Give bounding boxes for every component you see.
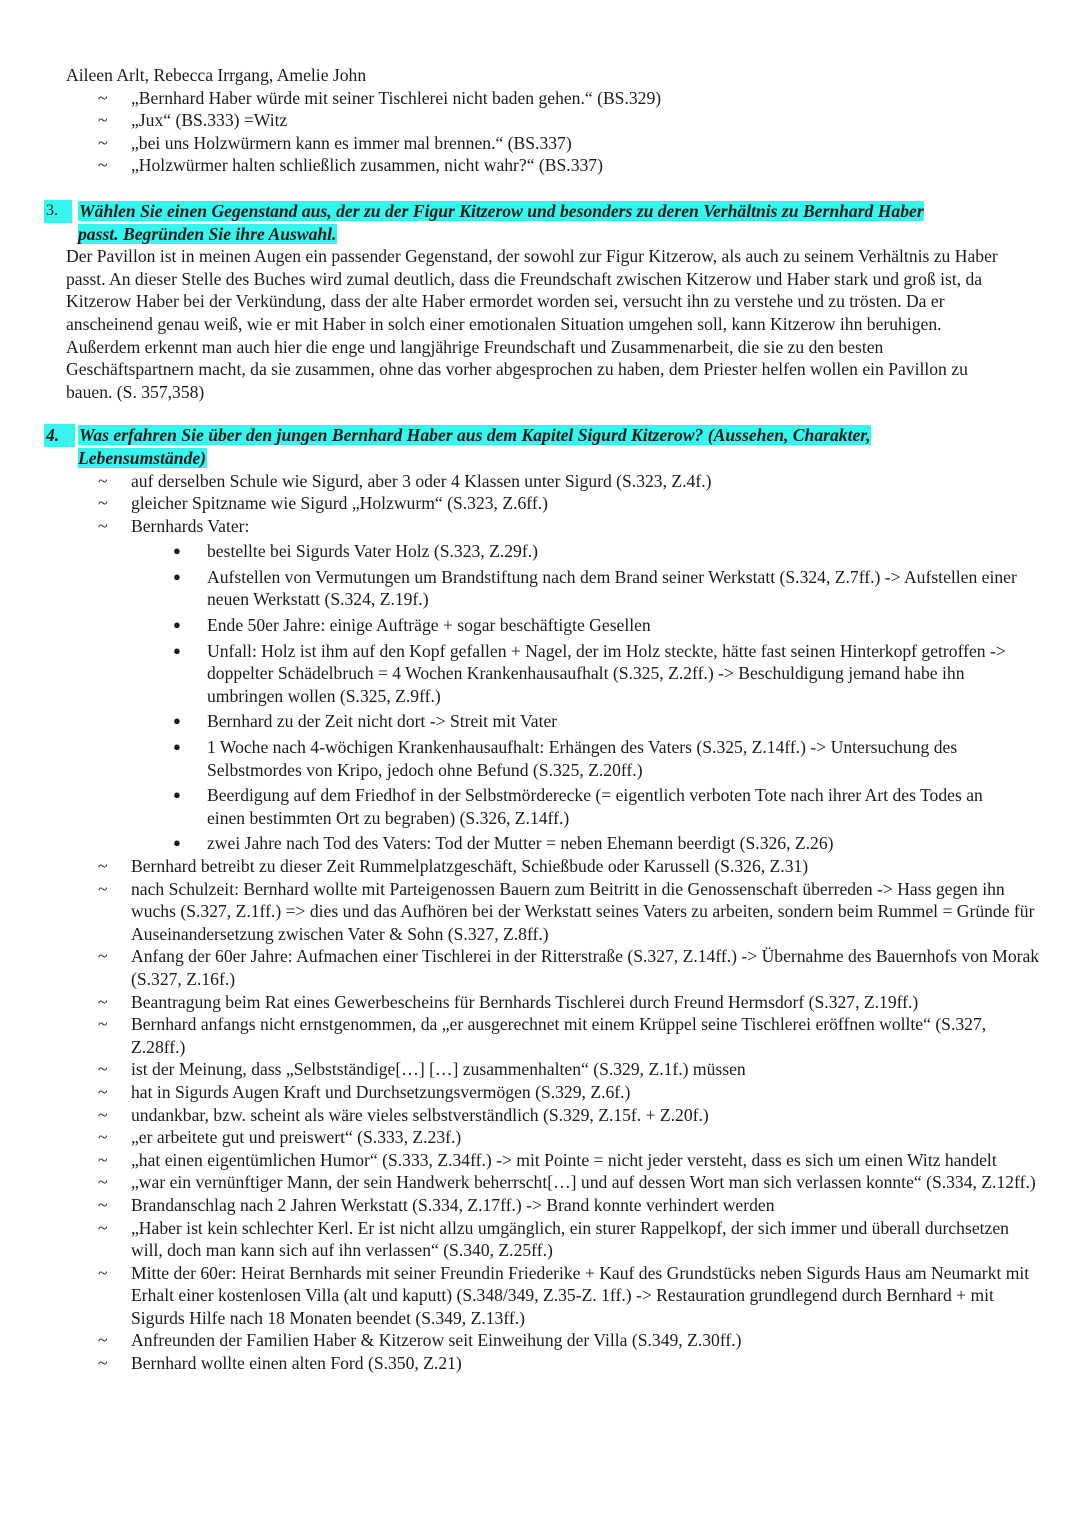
sub-list-item: ● Aufstellen von Vermutungen um Brandstiftung nach dem Brand seiner Werkstatt (S.324, Z.7ff.) -> Aufstellen einer neuen Werkstatt (S.324, Z.19f.) (207, 566, 1020, 611)
list-item: ~ Mitte der 60er: Heirat Bernhards mit seiner Freundin Friederike + Kauf des Grundstücks neben Sigurds Haus am Neumarkt mit Erhalt einer kostenlosen Villa (alt und kaputt) (S.348/349, Z.35-Z. 1ff.) -> Restauration grundlegend durch Bernhard + mit Sigurds Hilfe nach 18 Monaten beendet (S.349, Z.13ff.) (131, 1262, 1040, 1330)
list-item: ~ „Holzwürmer halten schließlich zusammen, nicht wahr?“ (BS.337) (131, 154, 1040, 177)
sub-list-item: ● Unfall: Holz ist ihm auf den Kopf gefallen + Nagel, der im Holz steckte, hätte fast seinen Hinterkopf getroffen -> doppelter Schädelbruch = 4 Wochen Krankenhausaufhalt (S.325, Z.2ff.) -> Beschuldigung jemand habe ihn umbringen wollen (S.325, Z.9ff.) (207, 640, 1020, 708)
list-item: ~ Brandanschlag nach 2 Jahren Werkstatt (S.334, Z.17ff.) -> Brand konnte verhindert werden (131, 1194, 1040, 1217)
list-item: ~ Bernhards Vater: (131, 515, 1040, 538)
sub-list-item: ● bestellte bei Sigurds Vater Holz (S.323, Z.29f.) (207, 540, 1020, 563)
list-item: ~ „Haber ist kein schlechter Kerl. Er ist nicht allzu umgänglich, ein sturer Rappelkopf, der sich immer und überall durchsetzen will, doch man kann sich auf ihn verlassen“ (S.340, Z.25ff.) (131, 1217, 1040, 1262)
sub-list-item: ● Ende 50er Jahre: einige Aufträge + sogar beschäftigte Gesellen (207, 614, 1020, 637)
question-number: 4. (44, 424, 75, 447)
question-text: Was erfahren Sie über den jungen Bernhard Haber aus dem Kapitel Sigurd Kitzerow? (Aussehen, Charakter, Lebensumstände) (78, 425, 871, 468)
answer-list-continued (0, 855, 1080, 1375)
quote-list (0, 87, 1080, 177)
sub-list-item: ● 1 Woche nach 4-wöchigen Krankenhausaufhalt: Erhängen des Vaters (S.325, Z.14ff.) -> Untersuchung des Selbstmordes von Kripo, jedoch ohne Befund (S.325, Z.20ff.) (207, 736, 1020, 781)
list-item: ~ ist der Meinung, dass „Selbstständige[…] […] zusammenhalten“ (S.329, Z.1f.) müssen (131, 1058, 1040, 1081)
list-item: ~ Bernhard anfangs nicht ernstgenommen, da „er ausgerechnet mit einem Krüppel seine Tischlerei eröffnen wollte“ (S.327, Z.28ff.) (131, 1013, 1040, 1058)
list-item: ~ auf derselben Schule wie Sigurd, aber 3 oder 4 Klassen unter Sigurd (S.323, Z.4f.) (131, 470, 1040, 493)
question-3-answer: Der Pavillon ist in meinen Augen ein passender Gegenstand, der sowohl zur Figur Kitzerow, als auch zu seinem Verhältnis zu Haber passt. An dieser Stelle des Buches wird zumal deutlich, dass die Freundschaft zwischen Kitzerow und Haber stark und groß ist, da Kitzerow Haber bei der Verkündung, dass der alte Haber ermordet worden sei, versucht ihn zu verstehe und zu trösten. Da er anscheinend genau weiß, wie er mit Haber in solch einer emotionalen Situation umgehen soll, kann Kitzerow ihn beruhigen. Außerdem erkennt man auch hier die enge und langjährige Freundschaft und Zusammenarbeit, die sie zu den besten Geschäftspartnern macht, da sie zusammen, ohne das vorher abgesprochen zu haben, dem Priester helfen wollen ein Pavillon zu bauen. (S. 357,358) (66, 246, 998, 402)
list-item: ~ Anfreunden der Familien Haber & Kitzerow seit Einweihung der Villa (S.349, Z.30ff.) (131, 1329, 1040, 1352)
list-item: ~ nach Schulzeit: Bernhard wollte mit Parteigenossen Bauern zum Beitritt in die Genossenschaft überreden -> Hass gegen ihn wuchs (S.327, Z.1ff.) => dies und das Aufhören bei der Werkstatt seines Vaters zu arbeiten, sondern beim Rummel = Gründe für Auseinandersetzung zwischen Vater & Sohn (S.327, Z.8ff.) (131, 878, 1040, 946)
father-sublist (0, 540, 1080, 855)
list-item: ~ undankbar, bzw. scheint als wäre vieles selbstverständlich (S.329, Z.15f. + Z.20f.) (131, 1104, 1040, 1127)
list-item: ~ hat in Sigurds Augen Kraft und Durchsetzungsvermögen (S.329, Z.6f.) (131, 1081, 1040, 1104)
document-page (0, 64, 1080, 1375)
question-number: 3. (44, 200, 72, 223)
question-text: Wählen Sie einen Gegenstand aus, der zu der Figur Kitzerow und besonders zu deren Verhältnis zu Bernhard Haber passt. Begründen Sie ihre Auswahl. (78, 200, 924, 244)
list-item: ~ „hat einen eigentümlichen Humor“ (S.333, Z.34ff.) -> mit Pointe = nicht jeder versteht, dass es sich um einen Witz handelt (131, 1149, 1040, 1172)
sub-list-item: ● zwei Jahre nach Tod des Vaters: Tod der Mutter = neben Ehemann beerdigt (S.326, Z.26) (207, 832, 1020, 855)
list-item: ~ gleicher Spitzname wie Sigurd „Holzwurm“ (S.323, Z.6ff.) (131, 492, 1040, 515)
authors-line: Aileen Arlt, Rebecca Irrgang, Amelie John (66, 65, 367, 85)
sub-list-item: ● Beerdigung auf dem Friedhof in der Selbstmörderecke (= eigentlich verboten Tote nach ihrer Art des Todes an einen bestimmten Ort zu begraben) (S.326, Z.14ff.) (207, 784, 1020, 829)
sub-list-item: ● Bernhard zu der Zeit nicht dort -> Streit mit Vater (207, 710, 1020, 733)
list-item: ~ „Bernhard Haber würde mit seiner Tischlerei nicht baden gehen.“ (BS.329) (131, 87, 1040, 110)
answer-list (0, 470, 1080, 538)
list-item: ~ „war ein vernünftiger Mann, der sein Handwerk beherrscht[…] und auf dessen Wort man sich verlassen konnte“ (S.334, Z.12ff.) (131, 1171, 1040, 1194)
list-item: ~ „Jux“ (BS.333) =Witz (131, 109, 1040, 132)
question-4-heading (0, 424, 1080, 469)
list-item: ~ Bernhard wollte einen alten Ford (S.350, Z.21) (131, 1352, 1040, 1375)
list-item: ~ Anfang der 60er Jahre: Aufmachen einer Tischlerei in der Ritterstraße (S.327, Z.14ff.) -> Übernahme des Bauernhofs von Morak (S.327, Z.16f.) (131, 945, 1040, 990)
list-item: ~ Beantragung beim Rat eines Gewerbescheins für Bernhards Tischlerei durch Freund Hermsdorf (S.327, Z.19ff.) (131, 991, 1040, 1014)
list-item: ~ „bei uns Holzwürmern kann es immer mal brennen.“ (BS.337) (131, 132, 1040, 155)
question-3-heading (0, 200, 1080, 245)
list-item: ~ Bernhard betreibt zu dieser Zeit Rummelplatzgeschäft, Schießbude oder Karussell (S.326, Z.31) (131, 855, 1040, 878)
list-item: ~ „er arbeitete gut und preiswert“ (S.333, Z.23f.) (131, 1126, 1040, 1149)
